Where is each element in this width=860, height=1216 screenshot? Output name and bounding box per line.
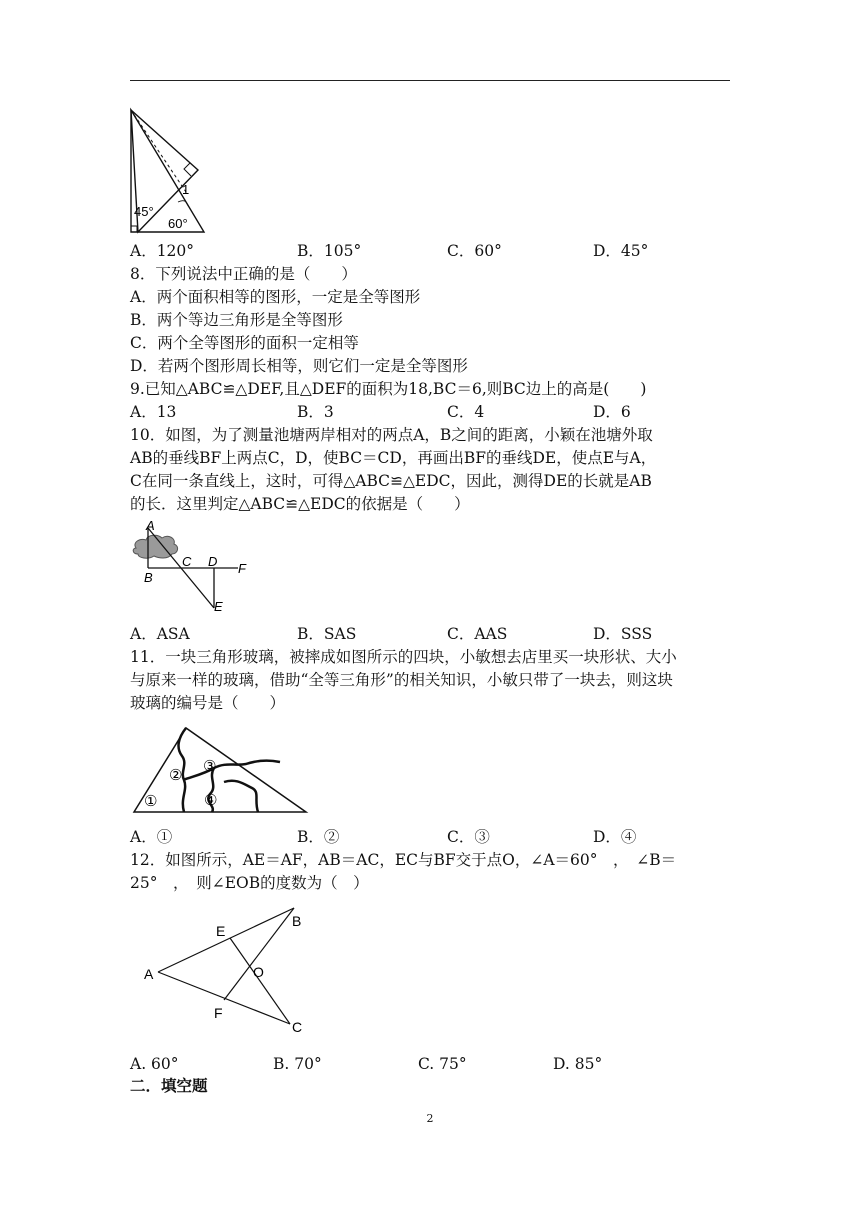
- q12-figure: [140, 902, 320, 1042]
- q12-label-c: C: [292, 1019, 303, 1035]
- q9-stem: 9.已知△ABC≌△DEF,且△DEF的面积为18,BC＝6,则BC边上的高是( ): [130, 380, 647, 398]
- q10-line-3: C在同一条直线上，这时，可得△ABC≌△EDC，因此，测得DE的长就是AB: [130, 472, 652, 490]
- q10-line-2: AB的垂线BF上两点C，D，使BC＝CD，再画出BF的垂线DE，使点E与A，: [130, 449, 657, 467]
- q11-line-2: 与原来一样的玻璃，借助“全等三角形”的相关知识，小敏只带了一块去，则这块: [130, 671, 673, 689]
- section-heading: 二．填空题: [130, 1076, 208, 1095]
- q10-option-d: D．SSS: [593, 625, 653, 643]
- q7-option-a: A．120°: [130, 242, 195, 260]
- q12-option-a: A. 60°: [130, 1055, 179, 1073]
- q10-label-a: A: [146, 518, 155, 533]
- q8-option-b: B．两个等边三角形是全等图形: [130, 311, 343, 329]
- q10-label-e: E: [214, 599, 223, 614]
- q9-option-a: A．13: [130, 403, 177, 421]
- q11-line-3: 玻璃的编号是（ ）: [130, 694, 286, 712]
- q12-option-d: D. 85°: [553, 1055, 603, 1073]
- q12-label-o: O: [253, 964, 264, 980]
- q8-option-c: C．两个全等图形的面积一定相等: [130, 334, 359, 352]
- q7-label-45: 45°: [134, 204, 154, 219]
- q10-option-a: A．ASA: [130, 625, 190, 643]
- q11-label-2: ②: [169, 767, 183, 784]
- q11-option-b: B．②: [297, 828, 340, 846]
- q7-label-60: 60°: [168, 216, 188, 231]
- q10-label-b: B: [144, 570, 153, 585]
- q11-option-a: A．①: [130, 828, 173, 846]
- q7-figure: [126, 106, 210, 234]
- header-rule: [130, 80, 730, 81]
- q12-option-b: B. 70°: [273, 1055, 322, 1073]
- q11-option-c: C．③: [447, 828, 490, 846]
- q11-option-d: D．④: [593, 828, 637, 846]
- q8-option-a: A．两个面积相等的图形，一定是全等图形: [130, 288, 421, 306]
- q9-option-c: C．4: [447, 403, 485, 421]
- q10-label-c: C: [182, 554, 192, 569]
- q9-option-b: B．3: [297, 403, 334, 421]
- q8-stem: 8．下列说法中正确的是（ ）: [130, 265, 357, 283]
- q7-option-d: D．45°: [593, 242, 649, 260]
- q12-label-b: B: [292, 913, 302, 929]
- q10-label-f: F: [238, 561, 246, 576]
- q10-line-1: 10．如图，为了测量池塘两岸相对的两点A，B之间的距离，小颖在池塘外取: [130, 426, 653, 444]
- q10-option-b: B．SAS: [297, 625, 357, 643]
- q11-figure: [132, 726, 310, 816]
- q8-option-d: D．若两个图形周长相等，则它们一定是全等图形: [130, 357, 468, 375]
- q10-figure: [130, 518, 255, 616]
- q9-option-d: D．6: [593, 403, 631, 421]
- q11-label-4: ④: [204, 792, 218, 809]
- q10-label-d: D: [208, 554, 218, 569]
- q12-line-1: 12．如图所示，AE＝AF，AB＝AC，EC与BF交于点O，∠A＝60° ， ∠B＝: [130, 851, 677, 869]
- q12-label-f: F: [214, 1005, 223, 1021]
- q7-option-c: C．60°: [447, 242, 502, 260]
- q12-label-e: E: [216, 923, 226, 939]
- q7-option-b: B．105°: [297, 242, 362, 260]
- q10-option-c: C．AAS: [447, 625, 508, 643]
- q10-line-4: 的长．这里判定△ABC≌△EDC的依据是（ ）: [130, 495, 470, 513]
- q7-label-1: 1: [182, 182, 190, 197]
- page-number: 2: [426, 1112, 434, 1125]
- q11-label-3: ③: [203, 758, 217, 775]
- q12-label-a: A: [144, 966, 154, 982]
- q12-option-c: C. 75°: [418, 1055, 467, 1073]
- q12-line-2: 25° ， 则∠EOB的度数为（ ）: [130, 874, 369, 892]
- q11-label-1: ①: [144, 793, 158, 810]
- q11-line-1: 11．一块三角形玻璃，被摔成如图所示的四块，小敏想去店里买一块形状、大小: [130, 648, 677, 666]
